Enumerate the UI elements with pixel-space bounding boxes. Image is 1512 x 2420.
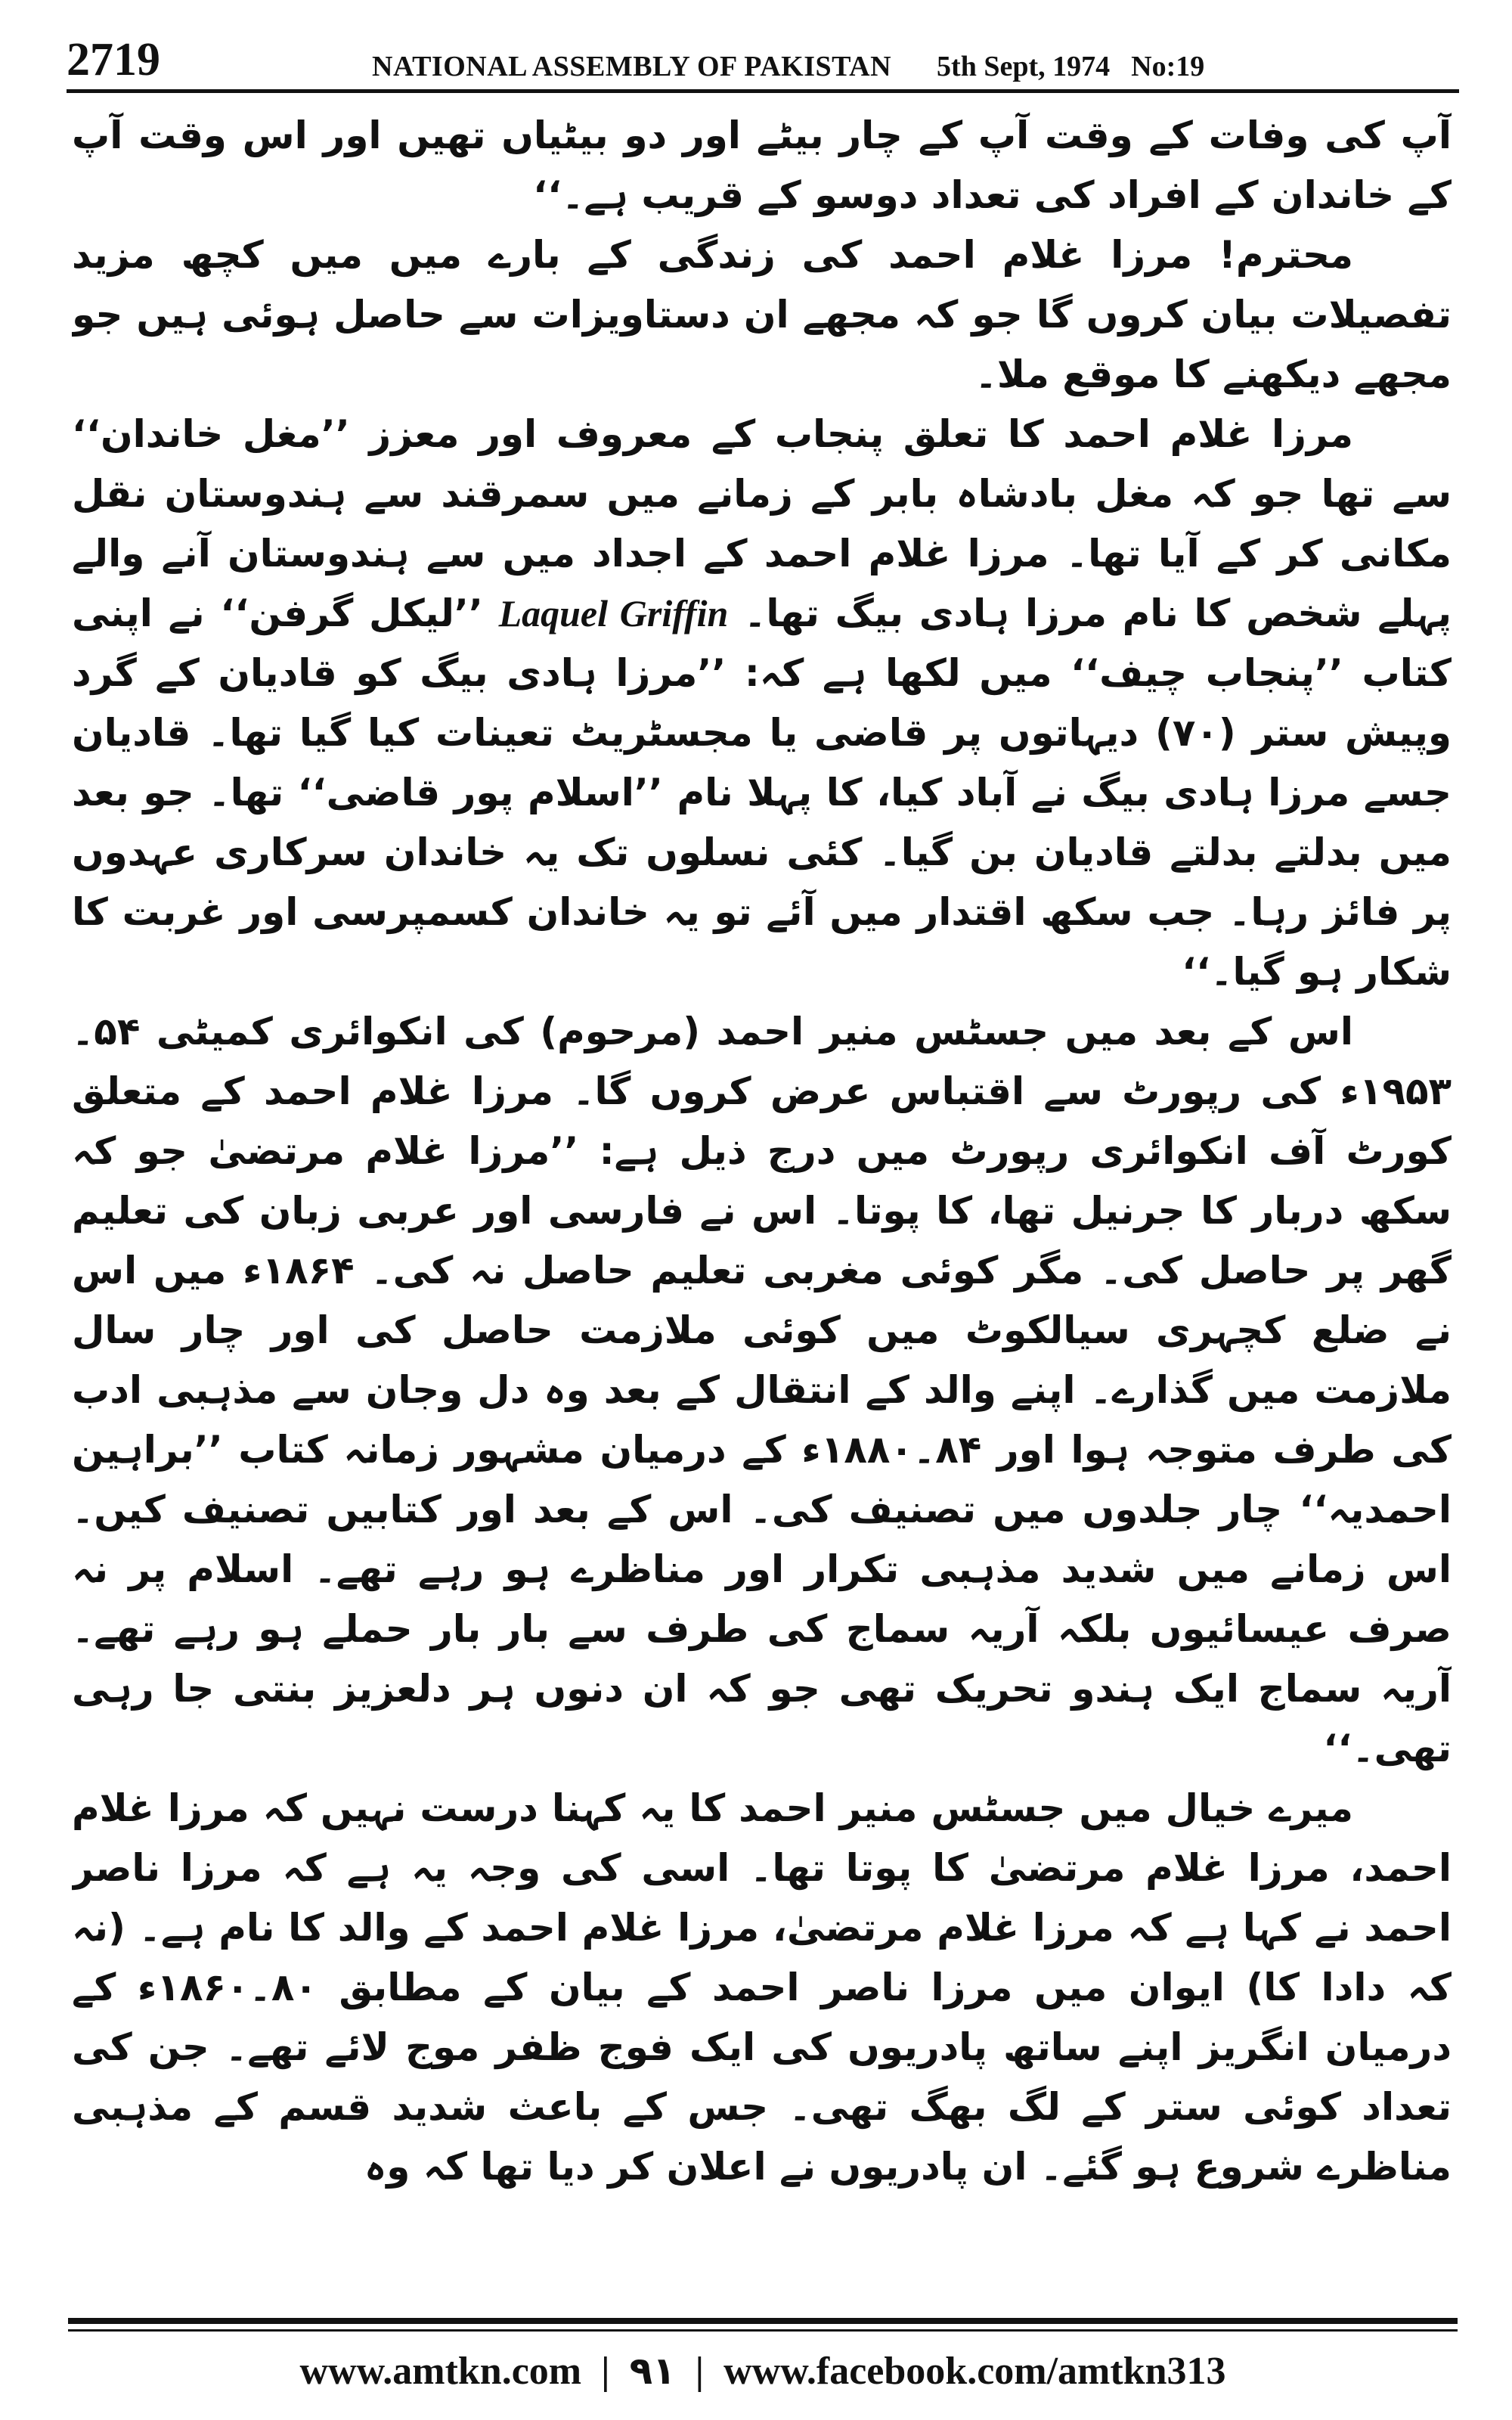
paragraph-3-part-a: مرزا غلام احمد کا تعلق پنجاب کے معروف اور معزز ’’مغل خاندان‘‘ سے تھا جو کہ مغل بادشاہ بابر کے زمانے میں سمرقند سے ہندوستان نقل مکانی کر کے آیا تھا۔ مرزا غلام احمد کے اجداد میں سے ہندوستان آنے والے پہلے شخص کا نام مرزا ہادی بیگ تھا۔	[72, 412, 1452, 635]
facebook-link[interactable]: www.facebook.com/amtkn313	[723, 2349, 1226, 2393]
footer-rule-thin	[68, 2329, 1458, 2332]
footer-separator: |	[695, 2349, 705, 2393]
footer-page-marker: ۹۱	[629, 2349, 676, 2393]
paragraph-2: محترم! مرزا غلام احمد کی زندگی کے بارے میں میں کچھ مزید تفصیلات بیان کروں گا جو کہ مجھے ان دستاویزات سے حاصل ہوئی ہیں جو مجھے دیکھنے کا موقع ملا۔	[72, 233, 1452, 396]
document-body	[72, 106, 1452, 2238]
assembly-title: NATIONAL ASSEMBLY OF PAKISTAN	[372, 51, 892, 82]
paragraph-1: آپ کی وفات کے وقت آپ کے چار بیٹے اور دو بیٹیاں تھیں اور اس وقت آپ کے خاندان کے افراد کی تعداد دوسو کے قریب ہے۔‘‘	[72, 113, 1452, 217]
page-footer	[68, 2344, 1458, 2397]
paragraph-3	[72, 405, 1452, 1002]
page-number: 2719	[67, 34, 160, 85]
latin-name: Laquel Griffin	[498, 592, 729, 634]
footer-separator: |	[601, 2349, 610, 2393]
paragraph-3-part-b: ’’لیکل گرفن‘‘ نے اپنی کتاب ’’پنجاب چیف‘‘ میں لکھا ہے کہ: ’’مرزا ہادی بیگ کو قادیان کے گرد وپیش ستر (۷۰) دیہاتوں پر قاضی یا مجسٹریٹ تعینات کیا گیا تھا۔ قادیان جسے مرزا ہادی بیگ نے آباد کیا، کا پہلا نام ’’اسلام پور قاضی‘‘ تھا۔ جو بعد میں بدلتے بدلتے قادیان بن گیا۔ کئی نسلوں تک یہ خاندان سرکاری عہدوں پر فائز رہا۔ جب سکھ اقتدار میں آئے تو یہ خاندان کسمپرسی اور غربت کا شکار ہو گیا۔‘‘	[72, 591, 1452, 994]
website-link[interactable]: www.amtkn.com	[299, 2349, 582, 2393]
issue-number: No:19	[1131, 51, 1205, 82]
footer-rule-thick	[68, 2318, 1458, 2324]
session-date: 5th Sept, 1974	[937, 51, 1111, 82]
paragraph-5: میرے خیال میں جسٹس منیر احمد کا یہ کہنا درست نہیں کہ مرزا غلام احمد، مرزا غلام مرتضیٰ کا پوتا تھا۔ اسی کی وجہ یہ ہے کہ مرزا ناصر احمد نے کہا ہے کہ مرزا غلام مرتضیٰ، مرزا غلام احمد کے والد کا نام ہے۔ (نہ کہ دادا کا) ایوان میں مرزا ناصر احمد کے بیان کے مطابق ۸۰۔۱۸۶۰ء کے درمیان انگریز اپنے ساتھ پادریوں کی ایک فوج ظفر موج لائے تھے۔ جن کی تعداد کوئی ستر کے لگ بھگ تھی۔ جس کے باعث شدید قسم کے مذہبی مناظرے شروع ہو گئے۔ ان پادریوں نے اعلان کر دیا تھا کہ وہ	[72, 1786, 1452, 2189]
paragraph-4: اس کے بعد میں جسٹس منیر احمد (مرحوم) کی انکوائری کمیٹی ۵۴۔۱۹۵۳ء کی رپورٹ سے اقتباس عرض کروں گا۔ مرزا غلام احمد کے متعلق کورٹ آف انکوائری رپورٹ میں درج ذیل ہے: ’’مرزا غلام مرتضیٰ جو کہ سکھ دربار کا جرنیل تھا، کا پوتا۔ اس نے فارسی اور عربی زبان کی تعلیم گھر پر حاصل کی۔ مگر کوئی مغربی تعلیم حاصل نہ کی۔ ۱۸۶۴ء میں اس نے ضلع کچہری سیالکوٹ میں کوئی ملازمت حاصل کی اور چار سال ملازمت میں گذارے۔ اپنے والد کے انتقال کے بعد وہ دل وجان سے مذہبی ادب کی طرف متوجہ ہوا اور ۸۴۔۱۸۸۰ء کے درمیان مشہور زمانہ کتاب ’’براہین احمدیہ‘‘ چار جلدوں میں تصنیف کی۔ اس کے بعد اور کتابیں تصنیف کیں۔ اس زمانے میں شدید مذہبی تکرار اور مناظرے ہو رہے تھے۔ اسلام پر نہ صرف عیسائیوں بلکہ آریہ سماج کی طرف سے بار بار حملے ہو رہے تھے۔ آریہ سماج ایک ہندو تحریک تھی جو کہ ان دنوں ہر دلعزیز بنتی جا رہی تھی۔‘‘	[72, 1010, 1452, 1770]
header-rule	[67, 89, 1459, 93]
page-header	[67, 23, 1459, 83]
